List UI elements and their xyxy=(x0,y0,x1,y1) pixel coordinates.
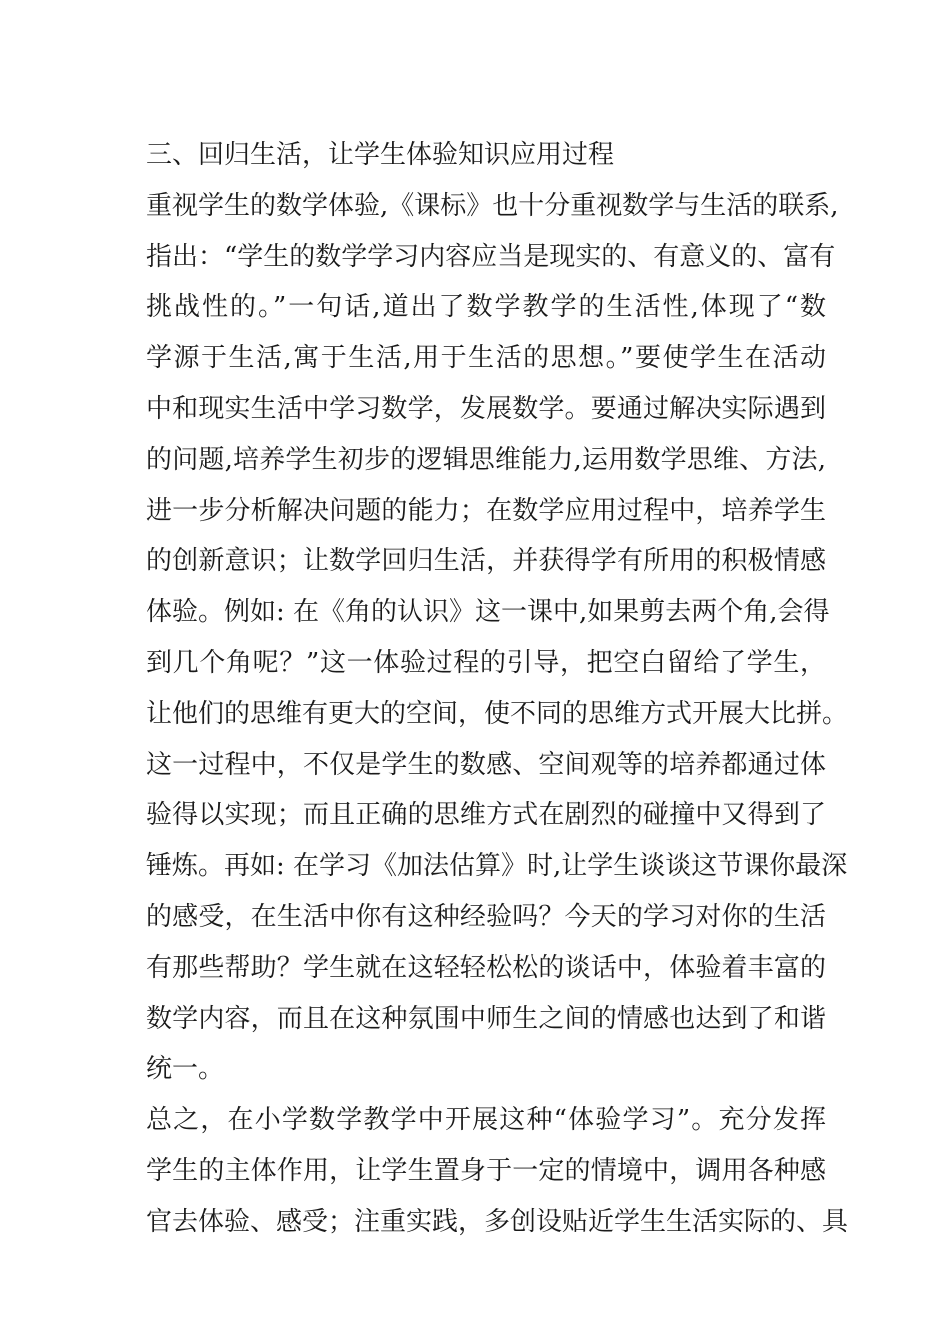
paragraph-line: 体验。例如: 在《角的认识》这一课中,如果剪去两个角,会得 xyxy=(146,597,830,628)
paragraph-line: 的问题,培养学生初步的逻辑思维能力,运用数学思维、方法, xyxy=(146,444,826,475)
paragraph-line: 重视学生的数学体验,《课标》也十分重视数学与生活的联系, xyxy=(146,190,839,221)
paragraph-line: 有那些帮助？学生就在这轻轻松松的谈话中，体验着丰富的 xyxy=(146,952,826,983)
document-body xyxy=(146,130,849,1248)
paragraph-line: 的创新意识；让数学回归生活，并获得学有所用的积极情感 xyxy=(146,546,826,577)
paragraph-line: 官去体验、感受；注重实践，多创设贴近学生生活实际的、具 xyxy=(146,1206,849,1237)
paragraph-line: 让他们的思维有更大的空间，使不同的思维方式开展大比拼。 xyxy=(146,698,849,729)
paragraph-line: 到几个角呢？”这一体验过程的引导，把空白留给了学生， xyxy=(146,647,826,678)
paragraph-line: 总之，在小学数学教学中开展这种“体验学习”。充分发挥 xyxy=(146,1105,826,1136)
paragraph-line: 学源于生活,寓于生活,用于生活的思想。”要使学生在活动 xyxy=(146,343,826,374)
paragraph-line: 进一步分析解决问题的能力；在数学应用过程中，培养学生 xyxy=(146,495,826,526)
paragraph-line: 数学内容，而且在这种氛围中师生之间的情感也达到了和谐 xyxy=(146,1003,826,1034)
paragraph-line: 指出：“学生的数学学习内容应当是现实的、有意义的、富有 xyxy=(146,241,836,272)
paragraph-line: 挑战性的。”一句话,道出了数学教学的生活性,体现了“数 xyxy=(146,292,826,323)
paragraph-line: 这一过程中，不仅是学生的数感、空间观等的培养都通过体 xyxy=(146,749,826,780)
paragraph-line: 的感受，在生活中你有这种经验吗？今天的学习对你的生活 xyxy=(146,901,826,932)
paragraph-line: 锤炼。再如: 在学习《加法估算》时,让学生谈谈这节课你最深 xyxy=(146,851,848,882)
paragraph-line: 统一。 xyxy=(146,1054,225,1085)
paragraph-line: 验得以实现；而且正确的思维方式在剧烈的碰撞中又得到了 xyxy=(146,800,826,831)
paragraph-line: 中和现实生活中学习数学，发展数学。要通过解决实际遇到 xyxy=(146,393,826,424)
paragraph-line: 学生的主体作用，让学生置身于一定的情境中，调用各种感 xyxy=(146,1155,826,1186)
section-heading: 三、回归生活，让学生体验知识应用过程 xyxy=(146,140,615,170)
